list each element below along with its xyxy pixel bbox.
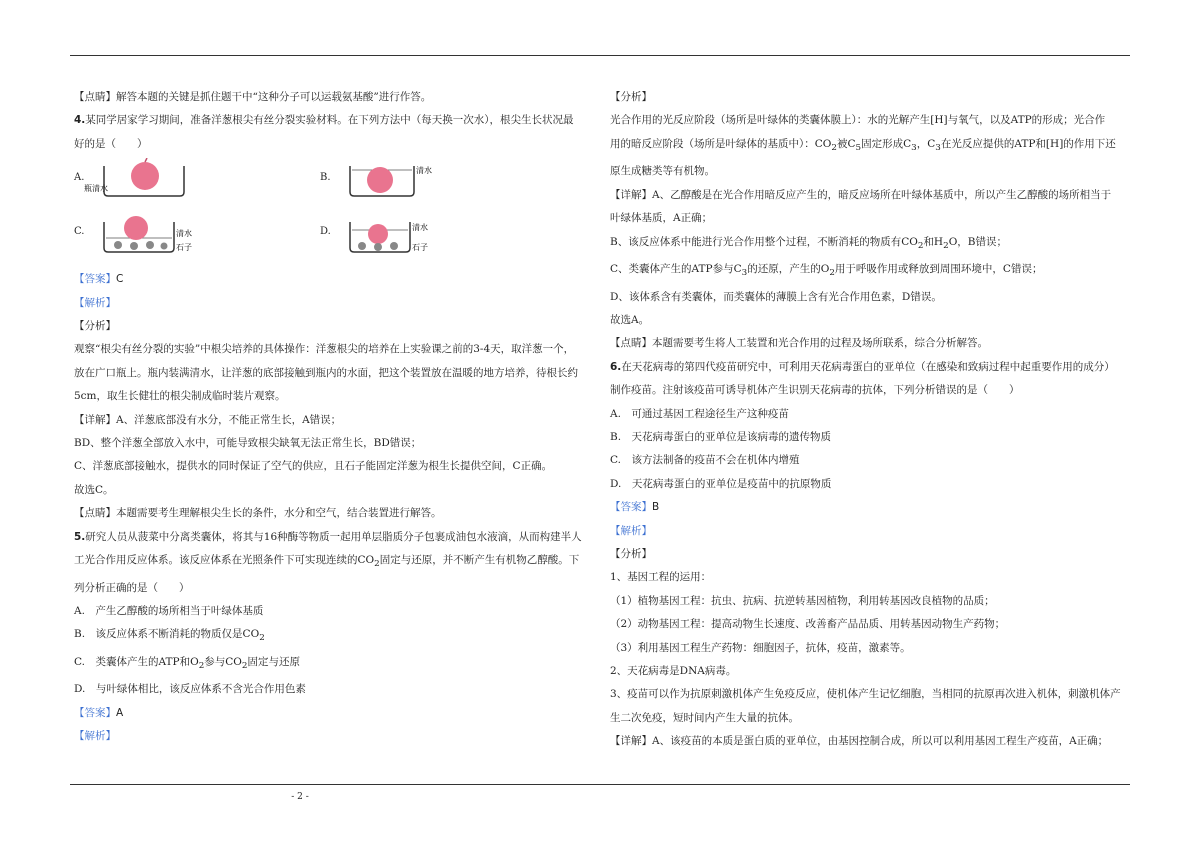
q5-xiangjie-5: 故选A。 <box>610 313 650 326</box>
q5-xiangjie-1: 【详解】A、乙醇酸是在光合作用暗反应产生的，暗反应场所在叶绿体基质中，所以产生乙醇酸的场所相当于 <box>610 188 1112 201</box>
svg-text:瓶清水: 瓶清水 <box>84 184 108 194</box>
q5-stem-3: 列分析正确的是（ ） <box>74 581 190 594</box>
q6-option-c: C. 该方法制备的疫苗不会在机体内增殖 <box>610 454 800 467</box>
q6-option-d: D. 天花病毒蛋白的亚单位是疫苗中的抗原物质 <box>610 477 832 490</box>
q6-option-a: A. 可通过基因工程途径生产这种疫苗 <box>610 407 789 420</box>
svg-text:清水: 清水 <box>176 229 192 239</box>
page-number: - 2 - <box>291 792 309 802</box>
q3-dianjing: 【点睛】解答本题的关键是抓住题干中“这种分子可以运载氨基酸”进行作答。 <box>74 91 432 103</box>
q6-jiexi: 【解析】 <box>610 524 652 537</box>
q5-option-a: A. 产生乙醇酸的场所相当于叶绿体基质 <box>74 605 264 617</box>
header-rule <box>70 55 1130 56</box>
q6-gene-3: （2）动物基因工程：提高动物生长速度、改善畜产品品质、用转基因动物生产药物； <box>610 618 1006 631</box>
q4-jiexi: 【解析】 <box>74 296 116 309</box>
onion-jar-c-illustration <box>84 212 204 258</box>
svg-text:清水: 清水 <box>412 223 428 233</box>
figure-c: C. 清水 石子 <box>74 212 304 262</box>
onion-jar-d-illustration <box>330 212 450 258</box>
q6-gene-6: 3、疫苗可以作为抗原刺激机体产生免疫反应，使机体产生记忆细胞，当相同的抗原再次进入机体，刺激机体产 <box>610 688 1121 701</box>
q5-stem-2: 工光合作用反应体系。该反应体系在光照条件下可实现连续的$CO_2$固定与还原，并不断产生有机物乙醇酸。下 <box>74 554 580 570</box>
q5-answer: 【答案】A <box>74 706 124 719</box>
q5-fenxi: 【分析】 <box>610 91 652 103</box>
figure-a: A. 瓶清水 <box>74 158 304 208</box>
q4-figures <box>74 156 590 268</box>
left-column <box>74 86 590 749</box>
q4-xiangjie-1: 【详解】A、洋葱底部没有水分，不能正常生长，A错误； <box>74 413 342 426</box>
q6-gene-4: （3）利用基因工程生产药物：细胞因子，抗体，疫苗，激素等。 <box>610 641 911 654</box>
q5-xiangjie-2: B、该反应体系中能进行光合作用整个过程，不断消耗的物质有$CO_2$和$H_2O$，B错误； <box>610 235 1008 251</box>
footer-rule <box>70 784 1130 785</box>
q4-dianjing: 【点睛】本题需要考生理解根尖生长的条件，水分和空气，结合装置进行解答。 <box>74 507 442 520</box>
svg-text:清水: 清水 <box>416 166 432 176</box>
q6-option-b: B. 天花病毒蛋白的亚单位是该病毒的遗传物质 <box>610 430 832 443</box>
q6-answer: 【答案】B <box>610 501 660 514</box>
q5-option-b: B. 该反应体系不断消耗的物质仅是$CO_2$ <box>74 628 265 644</box>
q4-xiangjie-3: C、洋葱底部接触水，提供水的同时保证了空气的供应，且石子能固定洋葱为根生长提供空间，C正确。 <box>74 460 553 473</box>
q6-stem-2: 制作疫苗。注射该疫苗可诱导机体产生识别天花病毒的抗体，下列分析错误的是（ ） <box>610 384 1020 397</box>
q4-stem: 4.某同学居家学习期间，准备洋葱根尖有丝分裂实验材料。在下列方法中（每天换一次水），根尖生长状况最 <box>74 114 574 127</box>
q4-fenxi-1: 观察“根尖有丝分裂的实验”中根尖培养的具体操作：洋葱根尖的培养在上实验课之前的3-4天，取洋葱一个， <box>74 343 575 356</box>
q6-xiangjie-1: 【详解】A、该疫苗的本质是蛋白质的亚单位，由基因控制合成，所以可以利用基因工程生产疫苗，A正确； <box>610 735 1109 748</box>
q5-fenxi-1: 光合作用的光反应阶段（场所是叶绿体的类囊体膜上）：水的光解产生[H]与氧气，以及ATP的形成；光合作 <box>610 114 1106 127</box>
q5-xiangjie-1b: 叶绿体基质，A正确； <box>610 212 713 225</box>
q6-gene-2: （1）植物基因工程：抗虫、抗病、抗逆转基因植物，利用转基因改良植物的品质； <box>610 594 995 607</box>
q5-option-c: C. 类囊体产生的ATP和$O_2$参与$CO_2$固定与还原 <box>74 655 300 671</box>
onion-jar-b-illustration <box>330 158 440 200</box>
q6-fenxi: 【分析】 <box>610 548 652 560</box>
onion-jar-a-illustration <box>84 158 194 200</box>
q4-fenxi-2: 放在广口瓶上。瓶内装满清水，让洋葱的底部接触到瓶内的水面，把这个装置放在温暖的地方培养，待根长约 <box>74 366 578 379</box>
q4-xiangjie-4: 故选C。 <box>74 483 114 496</box>
right-column <box>610 86 1130 754</box>
q4-fenxi-3: 5cm，取生长健壮的根尖制成临时装片观察。 <box>74 390 286 403</box>
q5-fenxi-2: 用的暗反应阶段（场所是叶绿体的基质中）：$CO_2$被$C_5$固定形成$C_3$，$C_3$在光反应提供的ATP和[H]的作用下还 <box>610 137 1116 153</box>
q5-xiangjie-3: C、类囊体产生的ATP参与$C_3$的还原，产生的$O_2$用于呼吸作用或释放到周围环境中，C错误； <box>610 263 1043 279</box>
figure-d: D. 清水 石子 <box>320 212 550 262</box>
q6-gene-1: 1、基因工程的运用： <box>610 571 712 584</box>
q6-gene-5: 2、天花病毒是DNA病毒。 <box>610 665 737 678</box>
q4-stem-cont: 好的是（ ） <box>74 137 148 150</box>
q5-stem: 5.研究人员从菠菜中分离类囊体，将其与16种酶等物质一起用单层脂质分子包裹成油包水液滴，从而构建半人 <box>74 530 582 543</box>
q5-jiexi: 【解析】 <box>74 730 116 743</box>
q5-xiangjie-4: D、该体系含有类囊体，而类囊体的薄膜上含有光合作用色素，D错误。 <box>610 290 942 303</box>
q6-gene-7: 生二次免疫，短时间内产生大量的抗体。 <box>610 711 799 724</box>
svg-text:石子: 石子 <box>176 243 192 253</box>
q4-answer: 【答案】C <box>74 273 124 286</box>
q5-dianjing: 【点睛】本题需要考生将人工装置和光合作用的过程及场所联系，综合分析解答。 <box>610 337 988 350</box>
q6-stem: 6.在天花病毒的第四代疫苗研究中，可利用天花病毒蛋白的亚单位（在感染和致病过程中起重要作用的成分） <box>610 360 1115 373</box>
q5-option-d: D. 与叶绿体相比，该反应体系不含光合作用色素 <box>74 683 306 696</box>
figure-b: B. 清水 <box>320 158 550 208</box>
q4-fenxi: 【分析】 <box>74 320 116 333</box>
q5-fenxi-3: 原生成糖类等有机物。 <box>610 165 715 178</box>
svg-text:石子: 石子 <box>412 243 428 253</box>
q4-xiangjie-2: BD、整个洋葱全部放入水中，可能导致根尖缺氧无法正常生长，BD错误； <box>74 437 422 450</box>
